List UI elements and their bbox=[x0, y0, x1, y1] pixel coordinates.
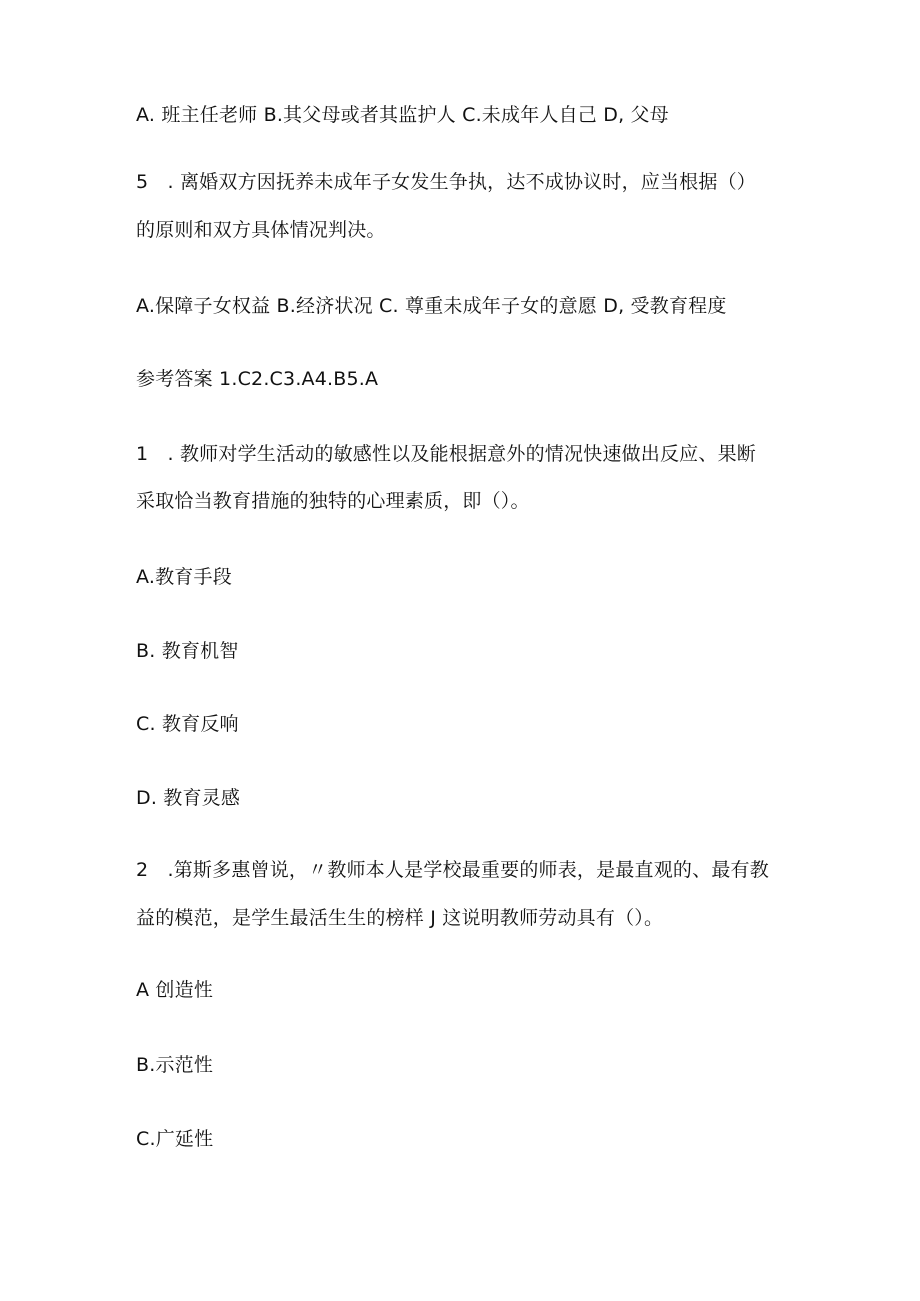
answer-key: 参考答案 1.C2.C3.A4.B5.A bbox=[136, 368, 379, 390]
q4-options: A. 班主任老师 B.其父母或者其监护人 C.未成年人自己 D, 父母 bbox=[136, 104, 669, 126]
q2-stem-line2: 益的模范，是学生最活生生的榜样 J 这说明教师劳动具有（）。 bbox=[136, 907, 664, 929]
q1-option-c: C. 教育反响 bbox=[136, 713, 239, 735]
q5-stem-line1: 5 . 离婚双方因抚养未成年子女发生争执，达不成协议时，应当根据（） bbox=[136, 171, 756, 193]
q5-options: A.保障子女权益 B.经济状况 C. 尊重未成年子女的意愿 D, 受教育程度 bbox=[136, 295, 727, 317]
q1-stem-line1: 1 . 教师对学生活动的敏感性以及能根据意外的情况快速做出反应、果断 bbox=[136, 443, 756, 465]
q1-stem-line2: 采取恰当教育措施的独特的心理素质，即（）。 bbox=[136, 490, 530, 512]
q1-option-d: D. 教育灵感 bbox=[136, 787, 241, 809]
q5-stem-line2: 的原则和双方具体情况判决。 bbox=[136, 219, 386, 241]
q1-option-b: B. 教育机智 bbox=[136, 640, 239, 662]
q2-option-a: A 创造性 bbox=[136, 979, 214, 1001]
q1-option-a: A.教育手段 bbox=[136, 566, 232, 588]
q2-option-c: C.广延性 bbox=[136, 1128, 214, 1150]
q2-option-b: B.示范性 bbox=[136, 1054, 214, 1076]
q2-stem-line1: 2 .第斯多惠曾说，〃教师本人是学校最重要的师表，是最直观的、最有教 bbox=[136, 859, 769, 881]
